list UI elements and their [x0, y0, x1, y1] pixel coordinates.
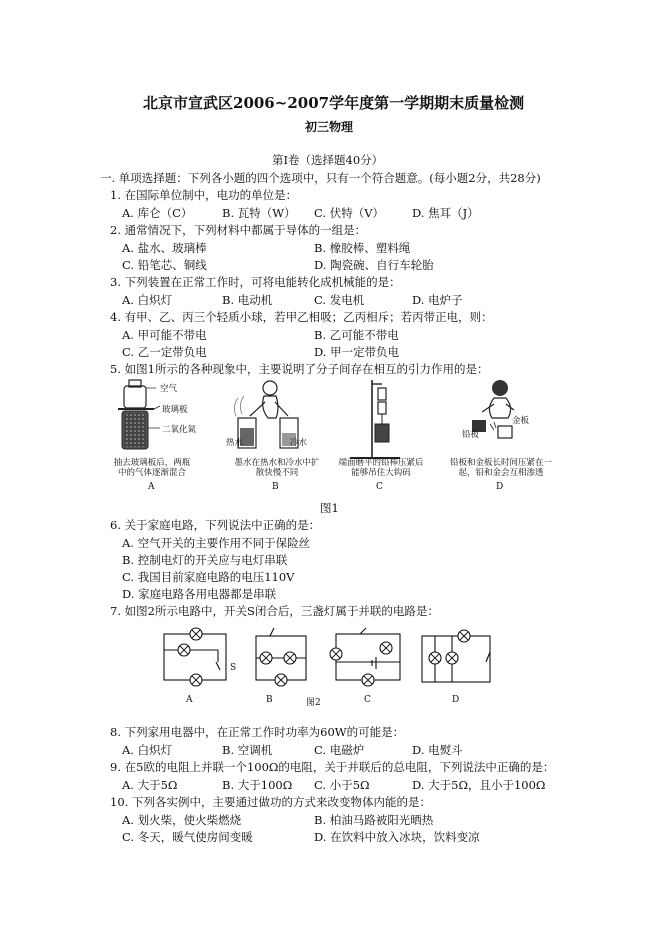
- figure1-letter-a: A: [148, 482, 155, 492]
- option-d: D. 大于5Ω，且小于100Ω: [412, 778, 546, 792]
- question-stem: 1. 在国际单位制中，电功的单位是：: [110, 188, 298, 202]
- option-c: C. 铅笔芯、铜线: [122, 258, 207, 272]
- option-a: A. 白炽灯: [122, 743, 173, 757]
- question-stem: 5. 如图1所示的各种现象中，主要说明了分子间存在相互的引力作用的是：: [110, 362, 489, 376]
- option-d: D. 焦耳（J）: [412, 206, 479, 220]
- option-c: C. 我国目前家庭电路的电压110V: [122, 570, 295, 584]
- question-stem: 10. 下列各实例中，主要通过做功的方式来改变物体内能的是：: [110, 795, 431, 809]
- option-b: B. 控制电灯的开关应与电灯串联: [122, 553, 288, 567]
- option-b: B. 空调机: [222, 743, 273, 757]
- option-b: B. 橡胶棒、塑料绳: [314, 241, 411, 255]
- option-d: D. 陶瓷碗、自行车轮胎: [314, 258, 434, 272]
- option-d: D. 甲一定带负电: [314, 345, 400, 359]
- question-stem: 8. 下列家用电器中，在正常工作时功率为60W的可能是：: [110, 725, 405, 739]
- figure1-letter-d: D: [496, 482, 504, 492]
- option-a: A. 划火柴，使火柴燃烧: [122, 813, 242, 827]
- page-subtitle: 初三物理: [305, 120, 354, 134]
- question-stem: 3. 下列装置在正常工作时，可将电能转化成机械能的是：: [110, 275, 401, 289]
- option-a: A. 白炽灯: [122, 293, 173, 307]
- figure2-letter-b: B: [266, 695, 273, 705]
- figure2-letter-c: C: [364, 695, 371, 705]
- figure1-caption-b: 墨水在热水和冷水中扩散快慢不同: [234, 458, 320, 478]
- figure2-caption: 图2: [306, 698, 321, 708]
- option-b: B. 柏油马路被阳光晒热: [314, 813, 434, 827]
- figure1-letter-c: C: [376, 482, 383, 492]
- circuit-c: [336, 628, 400, 680]
- figure1-letter-b: B: [272, 482, 279, 492]
- option-a: A. 甲可能不带电: [122, 328, 207, 342]
- option-a: A. 大于5Ω: [122, 778, 178, 792]
- option-b: B. 电动机: [222, 293, 273, 307]
- option-d: D. 在饮料中放入冰块，饮料变凉: [314, 830, 480, 844]
- question-stem: 9. 在5欧的电阻上并联一个100Ω的电阻，关于并联后的总电阻，下列说法中正确的是：: [110, 760, 555, 774]
- question-stem: 4. 有甲、乙、丙三个轻质小球，若甲乙相吸；乙丙相斥；若丙带正电，则：: [110, 310, 493, 324]
- option-a: A. 盐水、玻璃棒: [122, 241, 207, 255]
- figure1-label: 金板: [512, 416, 530, 426]
- figure1-panel-a: [118, 380, 160, 449]
- figure1-panel-b: [234, 381, 298, 448]
- figure1-label: 二氧化氮: [162, 425, 197, 435]
- option-d: D. 电炉子: [412, 293, 463, 307]
- option-c: C. 发电机: [314, 293, 365, 307]
- figure-2: [160, 622, 500, 698]
- option-c: C. 小于5Ω: [314, 778, 370, 792]
- figure1-label: 玻璃板: [162, 405, 188, 415]
- option-b: B. 大于100Ω: [222, 778, 293, 792]
- figure1-label: 空气: [160, 384, 178, 394]
- option-b: B. 乙可能不带电: [314, 328, 399, 342]
- figure2-letter-d: D: [452, 695, 460, 705]
- option-d: D. 电熨斗: [412, 743, 463, 757]
- option-c: C. 乙一定带负电: [122, 345, 207, 359]
- figure1-caption: 图1: [320, 501, 339, 515]
- option-a: A. 空气开关的主要作用不同于保险丝: [122, 536, 311, 550]
- figure1-label: 铅板: [462, 430, 480, 440]
- figure1-label: 热水: [226, 438, 244, 448]
- circuit-a: [164, 634, 226, 680]
- question-stem: 2. 通常情况下，下列材料中都属于导体的一组是：: [110, 223, 367, 237]
- figure2-letter-a: A: [186, 695, 193, 705]
- switch-label: S: [230, 663, 237, 673]
- figure1-panel-c: [350, 380, 400, 458]
- figure1-caption-a: 抽去玻璃板后，两瓶中的气体逐渐混合: [113, 458, 191, 478]
- section-header: 第Ⅰ卷（选择题40分）: [272, 153, 384, 167]
- figure1-label: 冷水: [290, 438, 308, 448]
- question-stem: 7. 如图2所示电路中，开关S闭合后，三盏灯属于并联的电路是：: [110, 604, 439, 618]
- option-c: C. 冬天，暖气使房间变暖: [122, 830, 253, 844]
- instructions: 一. 单项选择题：下列各小题的四个选项中，只有一个符合题意。(每小题2分，共28分): [100, 171, 541, 185]
- figure1-caption-c: 端面磨平的铅棒压紧后能够吊住大钩码: [338, 458, 424, 478]
- option-a: A. 库仑（C）: [122, 206, 193, 220]
- figure1-caption-d: 铅板和金板长时间压紧在一起，铅和金会互相渗透: [450, 458, 553, 478]
- question-stem: 6. 关于家庭电路，下列说法中正确的是：: [110, 518, 321, 532]
- option-d: D. 家庭电路各用电器都是串联: [122, 587, 277, 601]
- option-c: C. 伏特（V）: [314, 206, 385, 220]
- page-title: 北京市宣武区2006~2007学年度第一学期期末质量检测: [143, 94, 525, 112]
- option-c: C. 电磁炉: [314, 743, 365, 757]
- option-b: B. 瓦特（W）: [222, 206, 296, 220]
